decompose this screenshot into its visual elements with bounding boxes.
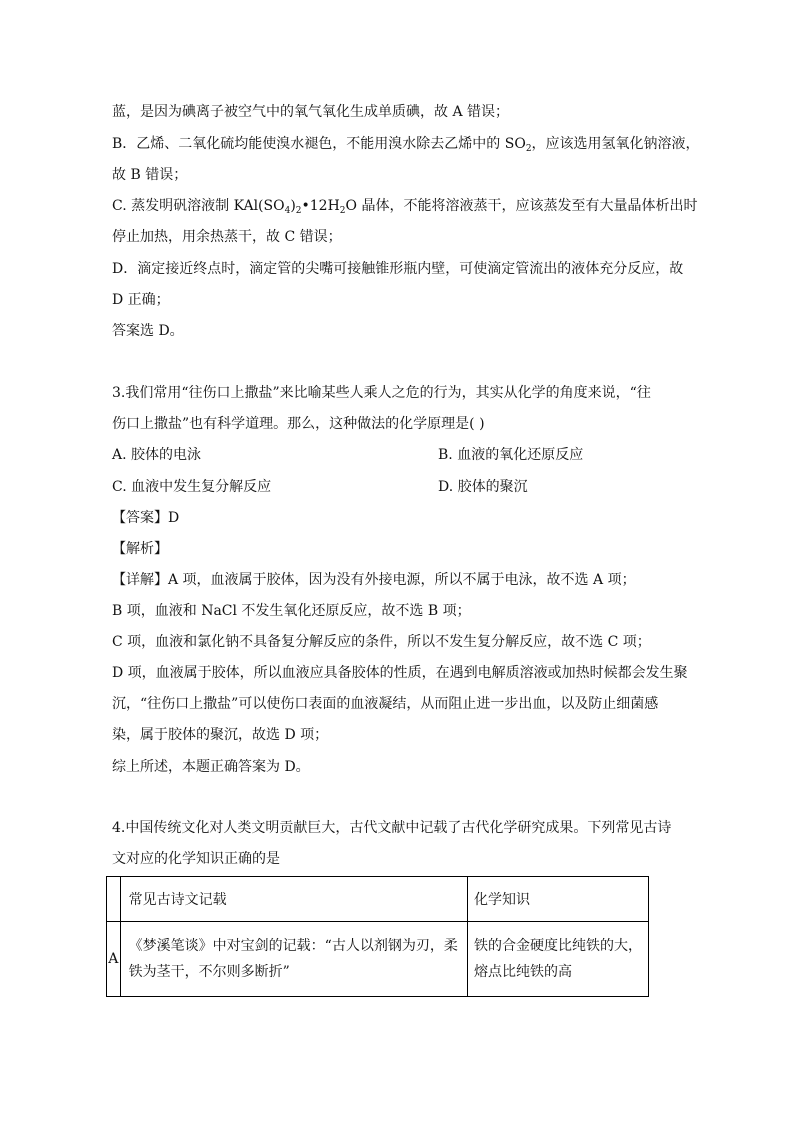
option-b-explanation: B．乙烯、二氧化硫均能使溴水褪色，不能用溴水除去乙烯中的 $SO_2$，应该选用氢氧化钠溶液， <box>112 136 700 154</box>
option-b: B. 血液的氧化还原反应 <box>438 447 584 463</box>
table-header-cell <box>107 877 121 922</box>
text-line: 故 B 错误； <box>112 167 188 183</box>
option-c-explanation: C. 蒸发明矾溶液制 $KAl(SO_4)_2•12H_2O$ 晶体，不能将溶液蒸干，应该蒸发至有大量晶体析出时 <box>112 198 698 216</box>
option-a: A. 胶体的电泳 <box>112 447 202 463</box>
analysis-label: 【解析】 <box>112 541 168 557</box>
option-d-explanation: D．滴定接近终点时，滴定管的尖嘴可接触锥形瓶内壁，可使滴定管流出的液体充分反应，故 <box>112 261 684 277</box>
row-label: A <box>107 922 121 997</box>
poem-knowledge-table <box>106 876 649 997</box>
question-4-stem: 文对应的化学知识正确的是 <box>112 851 280 867</box>
question-3-stem: 3.我们常用“往伤口上撒盐”来比喻某些人乘人之危的行为，其实从化学的角度来说，“往 <box>112 385 651 401</box>
detail-line: B 项，血液和 NaCl 不发生氧化还原反应，故不选 B 项； <box>112 603 471 619</box>
detail-line: C 项，血液和氯化钠不具备复分解反应的条件，所以不发生复分解反应，故不选 C 项； <box>112 634 651 650</box>
option-d: D. 胶体的聚沉 <box>438 479 528 495</box>
detail-line: D 项，血液属于胶体，所以血液应具备胶体的性质，在遇到电解质溶液或加热时候都会发生聚 <box>112 665 688 681</box>
option-c: C. 血液中发生复分解反应 <box>112 479 272 495</box>
answer-label: 【答案】D <box>112 510 180 526</box>
detail-line: 沉，“往伤口上撒盐”可以使伤口表面的血液凝结，从而阻止进一步出血，以及防止细菌感 <box>112 696 659 712</box>
table-row <box>107 922 649 997</box>
answer-line: 答案选 D。 <box>112 323 184 339</box>
text-line: 停止加热，用余热蒸干，故 C 错误； <box>112 229 342 245</box>
table-header-cell: 化学知识 <box>468 877 649 922</box>
detail-line: 综上所述，本题正确答案为 D。 <box>112 759 310 775</box>
table-header-row <box>107 877 649 922</box>
detail-line: 【详解】A 项，血液属于胶体，因为没有外接电源，所以不属于电泳，故不选 A 项； <box>112 572 636 588</box>
detail-line: 染，属于胶体的聚沉，故选 D 项； <box>112 727 329 743</box>
text-line: 蓝，是因为碘离子被空气中的氧气氧化生成单质碘，故 A 错误； <box>112 104 510 120</box>
question-3-stem: 伤口上撒盐”也有科学道理。那么，这种做法的化学原理是( ) <box>112 416 485 432</box>
question-4-stem: 4.中国传统文化对人类文明贡献巨大，古代文献中记载了古代化学研究成果。下列常见古诗 <box>112 820 672 836</box>
knowledge-cell: 铁的合金硬度比纯铁的大， 熔点比纯铁的高 <box>468 922 649 997</box>
table-header-cell: 常见古诗文记载 <box>120 877 467 922</box>
text-line: D 正确； <box>112 292 170 308</box>
record-cell: 《梦溪笔谈》中对宝剑的记载：“古人以剂钢为刃，柔 铁为茎干，不尔则多断折” <box>120 922 467 997</box>
